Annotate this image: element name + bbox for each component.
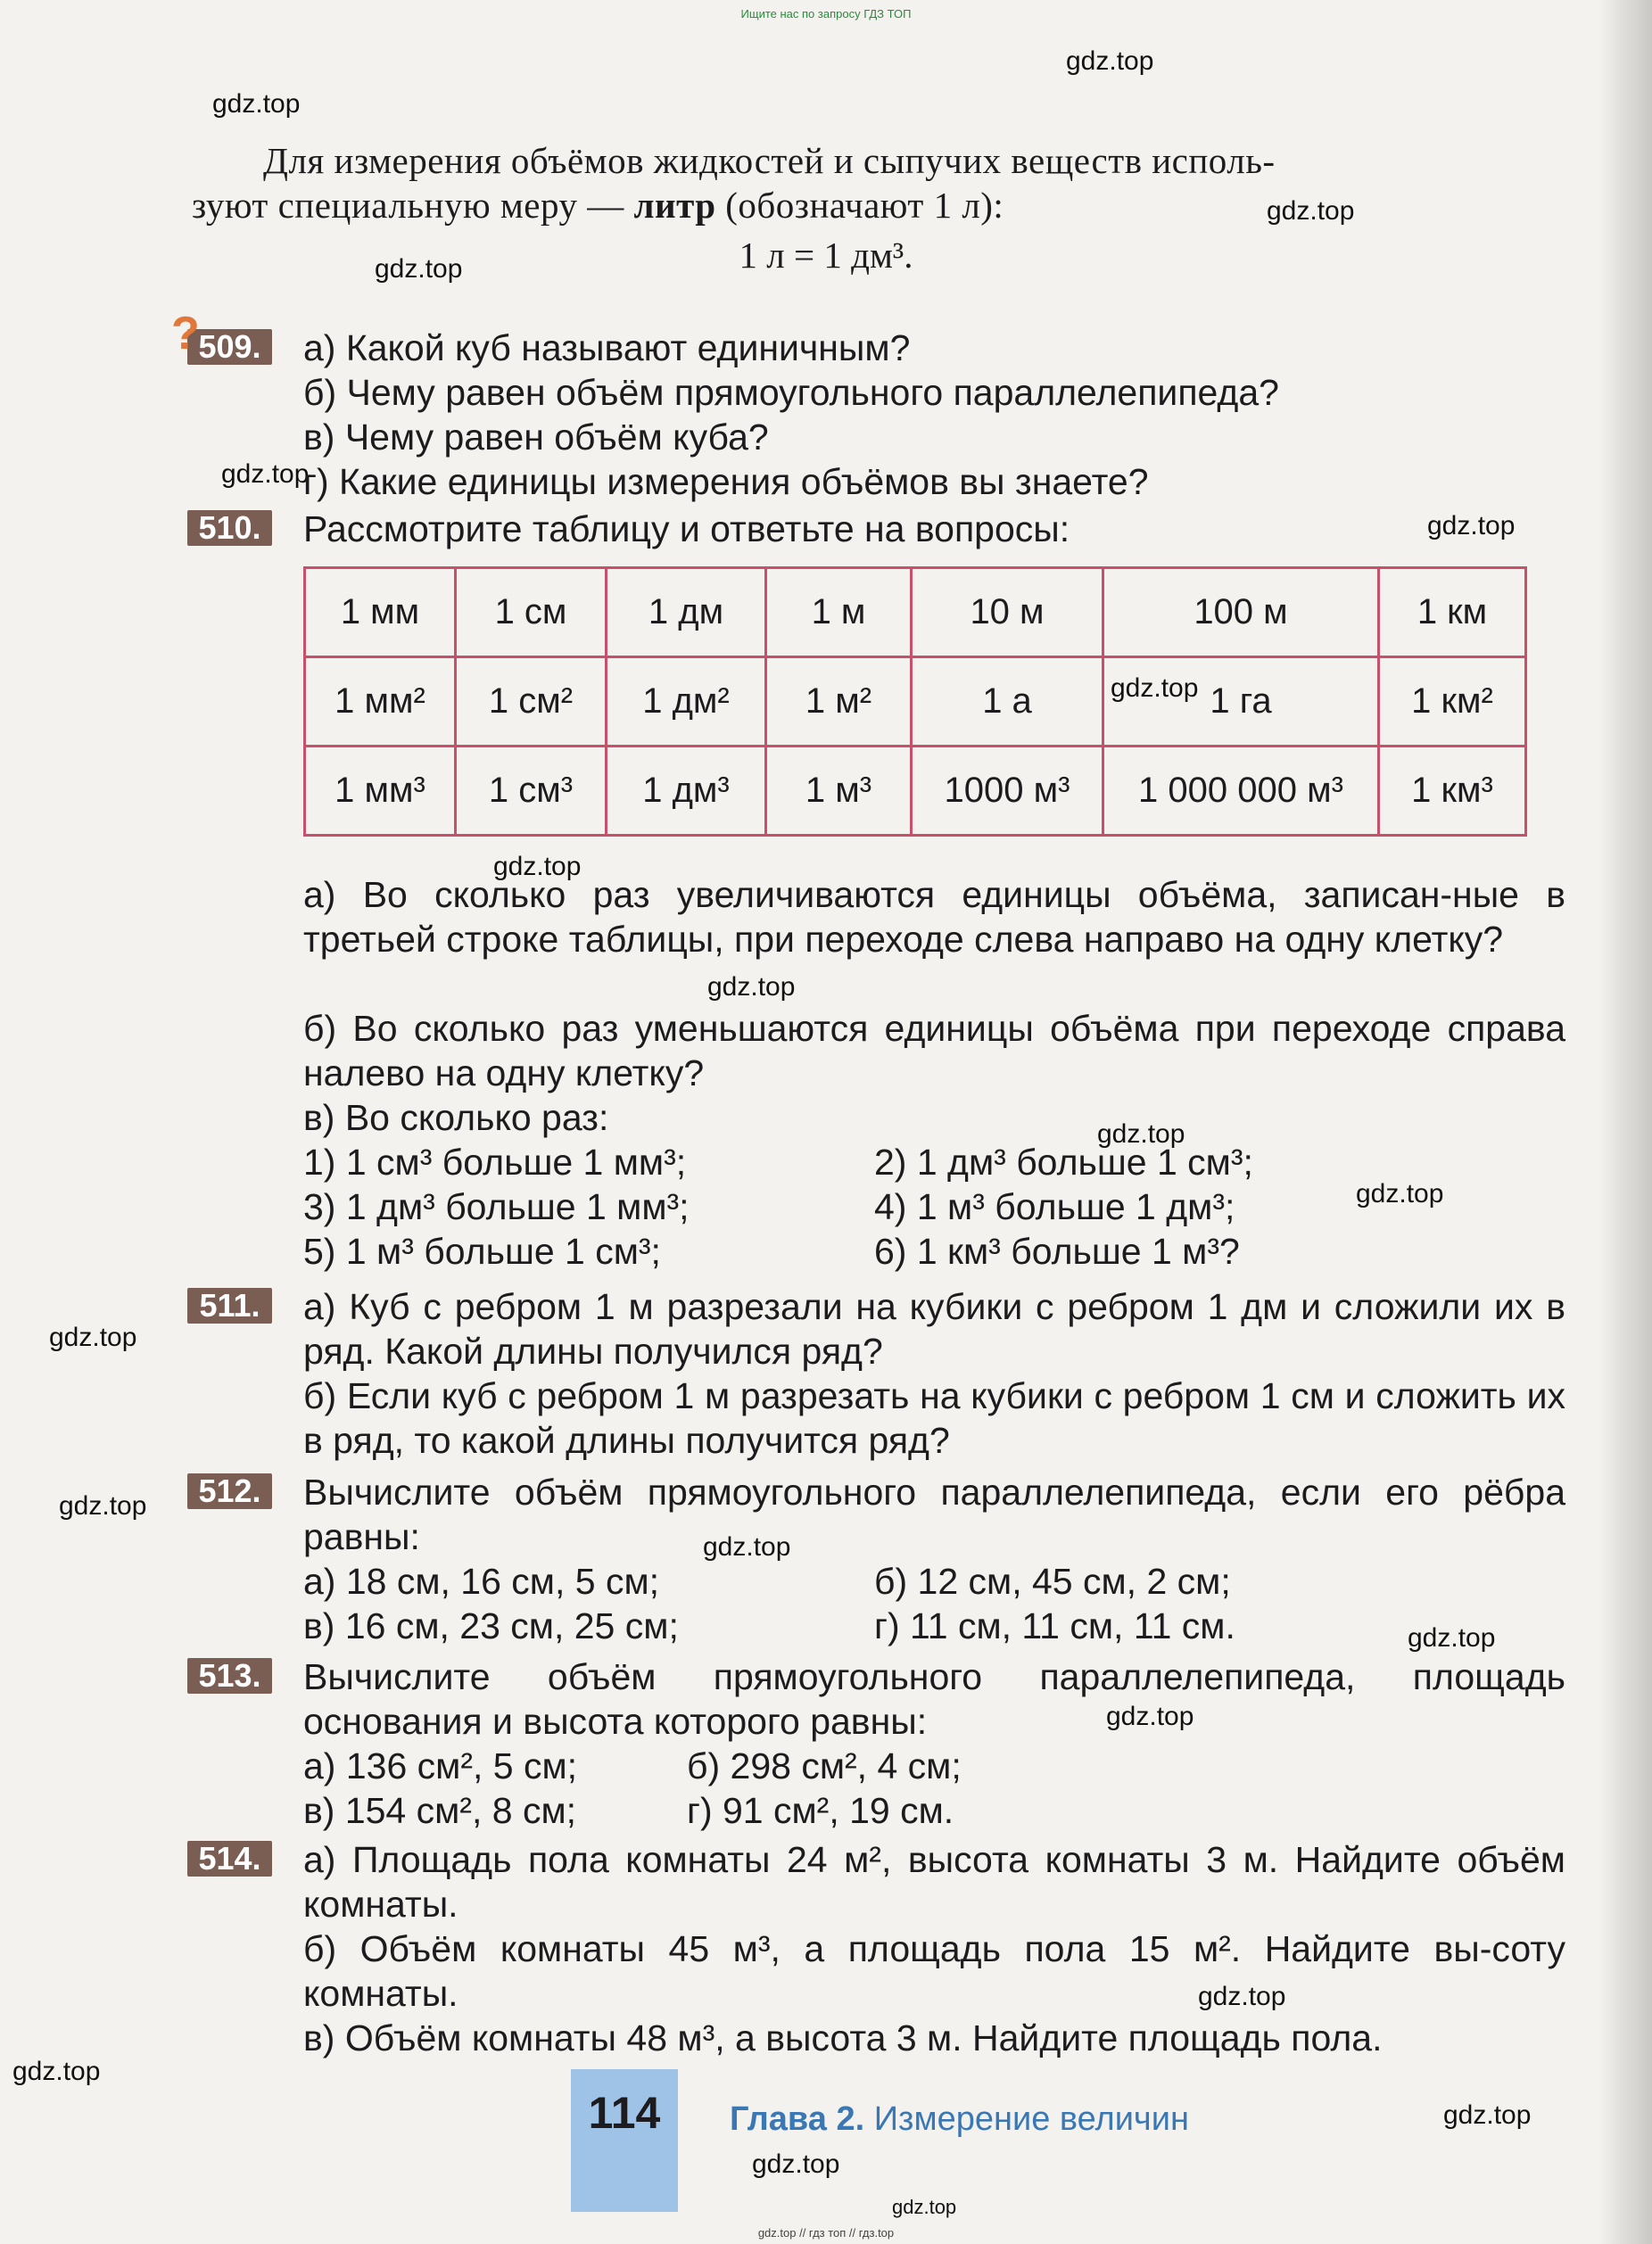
watermark: gdz.top	[1443, 2100, 1532, 2130]
question-a: а) Куб с ребром 1 м разрезали на кубики с ребром 1 дм и сложили их в ряд. Какой длины получился ряд?	[303, 1286, 1565, 1372]
task-number: 513.	[187, 1658, 272, 1694]
chapter-number: Глава 2.	[730, 2100, 865, 2138]
top-note: Ищите нас по запросу ГДЗ ТОП	[740, 7, 912, 21]
task-number: 510.	[187, 510, 272, 546]
watermark: gdz.top	[221, 459, 310, 489]
table-cell: 1 а	[912, 657, 1103, 747]
question-a: а) Какой куб называют единичным?	[303, 327, 911, 368]
intro-line-2-end: (обозначают 1 л):	[715, 185, 1004, 226]
table-cell: 1 км²	[1379, 657, 1526, 747]
table-cell: 1 км	[1379, 568, 1526, 657]
bottom-note: gdz.top // гдз топ // гдз.top	[757, 2226, 895, 2240]
table-cell: 1 км³	[1379, 747, 1526, 836]
watermark: gdz.top	[1111, 673, 1199, 703]
table-row-area	[305, 657, 1526, 747]
option-d: г) 91 см², 19 см.	[687, 1790, 954, 1831]
task-title: Вычислите объём прямоугольного параллелепипеда, площадь основания и высота которого равны:	[303, 1656, 1565, 1742]
question-c: в) Во сколько раз:	[303, 1097, 609, 1138]
sub-question-2: 2) 1 дм³ больше 1 см³;	[874, 1142, 1253, 1183]
table-cell: 1 см²	[456, 657, 607, 747]
table-cell: 10 м	[912, 568, 1103, 657]
watermark: gdz.top	[707, 972, 796, 1002]
table-cell: 1 м²	[766, 657, 912, 747]
sub-question-6: 6) 1 км³ больше 1 м³?	[874, 1231, 1240, 1272]
question-b: б) Объём комнаты 45 м³, а площадь пола 15 м². Найдите вы-соту комнаты.	[303, 1928, 1565, 2014]
table-cell: 1 мм³	[305, 747, 456, 836]
task-number: 514.	[187, 1841, 272, 1877]
watermark: gdz.top	[493, 852, 582, 881]
option-b: б) 12 см, 45 см, 2 см;	[874, 1561, 1231, 1602]
sub-question-4: 4) 1 м³ больше 1 дм³;	[874, 1186, 1235, 1227]
watermark: gdz.top	[59, 1491, 147, 1521]
task-number: 511.	[187, 1288, 272, 1324]
table-cell: 1 м	[766, 568, 912, 657]
table-cell: 1 см³	[456, 747, 607, 836]
intro-line-2	[192, 183, 1557, 227]
task-title: Рассмотрите таблицу и ответьте на вопросы:	[303, 508, 1070, 549]
task-number	[171, 308, 272, 365]
watermark: gdz.top	[12, 2057, 101, 2086]
option-a: а) 136 см², 5 см;	[303, 1745, 578, 1786]
task-number: 512.	[187, 1473, 272, 1509]
page-edge-shadow	[1598, 0, 1652, 2244]
option-b: б) 298 см², 4 см;	[687, 1745, 962, 1786]
table-cell: 1 дм²	[607, 657, 766, 747]
watermark: gdz.top	[892, 2196, 957, 2218]
table-cell: 1 см	[456, 568, 607, 657]
sub-question-1: 1) 1 см³ больше 1 мм³;	[303, 1142, 687, 1183]
table-cell: 1 м³	[766, 747, 912, 836]
table-cell: 1 га	[1103, 657, 1379, 747]
option-c: в) 154 см², 8 см;	[303, 1790, 577, 1831]
watermark: gdz.top	[212, 89, 301, 119]
question-b: б) Чему равен объём прямоугольного параллелепипеда?	[303, 372, 1279, 413]
watermark: gdz.top	[752, 2149, 840, 2179]
chapter-name: Измерение величин	[864, 2100, 1189, 2138]
intro-line-1: Для измерения объёмов жидкостей и сыпучих веществ исполь-	[263, 140, 1276, 181]
watermark: gdz.top	[1066, 46, 1154, 76]
question-a: а) Во сколько раз увеличиваются единицы объёма, записан-ные в третьей строке таблицы, при переходе слева направо на одну клетку?	[303, 874, 1565, 960]
question-c: в) Объём комнаты 48 м³, а высота 3 м. Найдите площадь пола.	[303, 2017, 1383, 2058]
intro-text	[192, 138, 1557, 227]
question-icon: ?	[171, 308, 200, 359]
question-c: в) Чему равен объём куба?	[303, 417, 769, 458]
watermark: gdz.top	[1356, 1179, 1444, 1209]
watermark: gdz.top	[375, 254, 463, 284]
intro-term-litre: литр	[633, 185, 716, 226]
task-number-label: 509.	[198, 328, 261, 365]
watermark: gdz.top	[703, 1532, 791, 1562]
table-row-volume	[305, 747, 1526, 836]
question-d: г) Какие единицы измерения объёмов вы знаете?	[303, 461, 1149, 502]
table-cell: 1000 м³	[912, 747, 1103, 836]
watermark: gdz.top	[1198, 1982, 1286, 2011]
table-cell: 1 000 000 м³	[1103, 747, 1379, 836]
question-b: б) Во сколько раз уменьшаются единицы объёма при переходе справа налево на одну клетку?	[303, 1008, 1565, 1093]
option-a: а) 18 см, 16 см, 5 см;	[303, 1561, 660, 1602]
chapter-title	[730, 2100, 1189, 2139]
option-c: в) 16 см, 23 см, 25 см;	[303, 1605, 679, 1646]
litre-formula: 1 л = 1 дм³.	[739, 235, 913, 276]
page-number: 114	[588, 2088, 661, 2138]
question-a: а) Площадь пола комнаты 24 м², высота комнаты 3 м. Найдите объём комнаты.	[303, 1839, 1565, 1925]
sub-question-3: 3) 1 дм³ больше 1 мм³;	[303, 1186, 690, 1227]
watermark: gdz.top	[1427, 511, 1516, 540]
option-d: г) 11 см, 11 см, 11 см.	[874, 1605, 1235, 1646]
question-b: б) Если куб с ребром 1 м разрезать на кубики с ребром 1 см и сложить их в ряд, то какой длины получится ряд?	[303, 1375, 1565, 1461]
watermark: gdz.top	[1097, 1119, 1185, 1149]
table-cell: 1 мм	[305, 568, 456, 657]
intro-line-2-start: зуют специальную меру —	[192, 185, 634, 226]
units-table	[303, 566, 1527, 837]
table-cell: 1 мм²	[305, 657, 456, 747]
watermark: gdz.top	[49, 1323, 137, 1352]
watermark: gdz.top	[1267, 196, 1355, 226]
table-cell: 1 дм	[607, 568, 766, 657]
table-row-length	[305, 568, 1526, 657]
table-cell: 100 м	[1103, 568, 1379, 657]
sub-question-5: 5) 1 м³ больше 1 см³;	[303, 1231, 661, 1272]
watermark: gdz.top	[1408, 1623, 1496, 1653]
table-cell: 1 дм³	[607, 747, 766, 836]
watermark: gdz.top	[1106, 1702, 1194, 1731]
task-title: Вычислите объём прямоугольного параллелепипеда, если его рёбра равны:	[303, 1472, 1565, 1557]
